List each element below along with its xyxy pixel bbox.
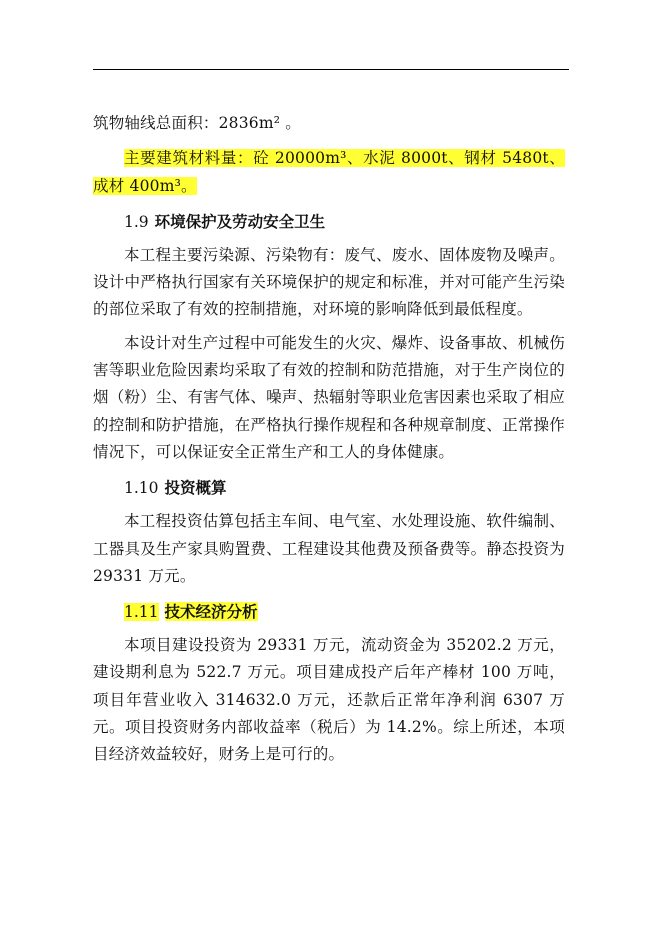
section-number: 1.11: [124, 603, 159, 622]
paragraph-economic-analysis: 本项目建设投资为 29331 万元，流动资金为 35202.2 万元，建设期利息为 522.7 万元。项目建成投产后年产棒材 100 万吨，项目年营业收入 314632.0 万元，还款后正常年净利润 6307 万元。项目投资财务内部收益率（税后）为 14.2%。综上所述，本项目经济效益较好，财务上是可行的。: [93, 636, 565, 764]
section-number: 1.9: [124, 212, 149, 231]
paragraph-building-area: 筑物轴线总面积：2836m² 。: [93, 114, 301, 132]
section-title: 投资概算: [164, 478, 227, 498]
section-heading-1-11: [93, 598, 565, 626]
section-heading-1-9: [93, 208, 565, 236]
paragraph-materials-highlighted: [93, 145, 565, 200]
header-rule: [93, 69, 569, 70]
section-title: 环境保护及劳动安全卫生: [154, 211, 326, 231]
section-number: 1.10: [124, 479, 159, 498]
paragraph-investment: 本工程投资估算包括主车间、电气室、水处理设施、软件编制、工器具及生产家具购置费、工程建设其他费及预备费等。静态投资为 29331 万元。: [93, 512, 565, 585]
highlighted-materials-text: 主要建筑材料量：砼 20000m³、水泥 8000t、钢材 5480t、成材 400m³。: [93, 149, 565, 195]
paragraph-safety: 本设计对生产过程中可能发生的火灾、爆炸、设备事故、机械伤害等职业危险因素均采取了有效的控制和防范措施，对于生产岗位的烟（粉）尘、有害气体、噪声、热辐射等职业危害因素也采取了相应的控制和防护措施，在严格执行操作规程和各种规章制度、正常操作情况下，可以保证安全正常生产和工人的身体健康。: [93, 333, 565, 461]
section-title: 技术经济分析: [164, 602, 258, 622]
section-heading-1-10: [93, 474, 565, 502]
paragraph-pollution: 本工程主要污染源、污染物有：废气、废水、固体废物及噪声。设计中严格执行国家有关环境保护的规定和标准，并对可能产生污染的部位采取了有效的控制措施，对环境的影响降低到最低程度。: [93, 245, 565, 319]
document-body: [93, 110, 565, 769]
